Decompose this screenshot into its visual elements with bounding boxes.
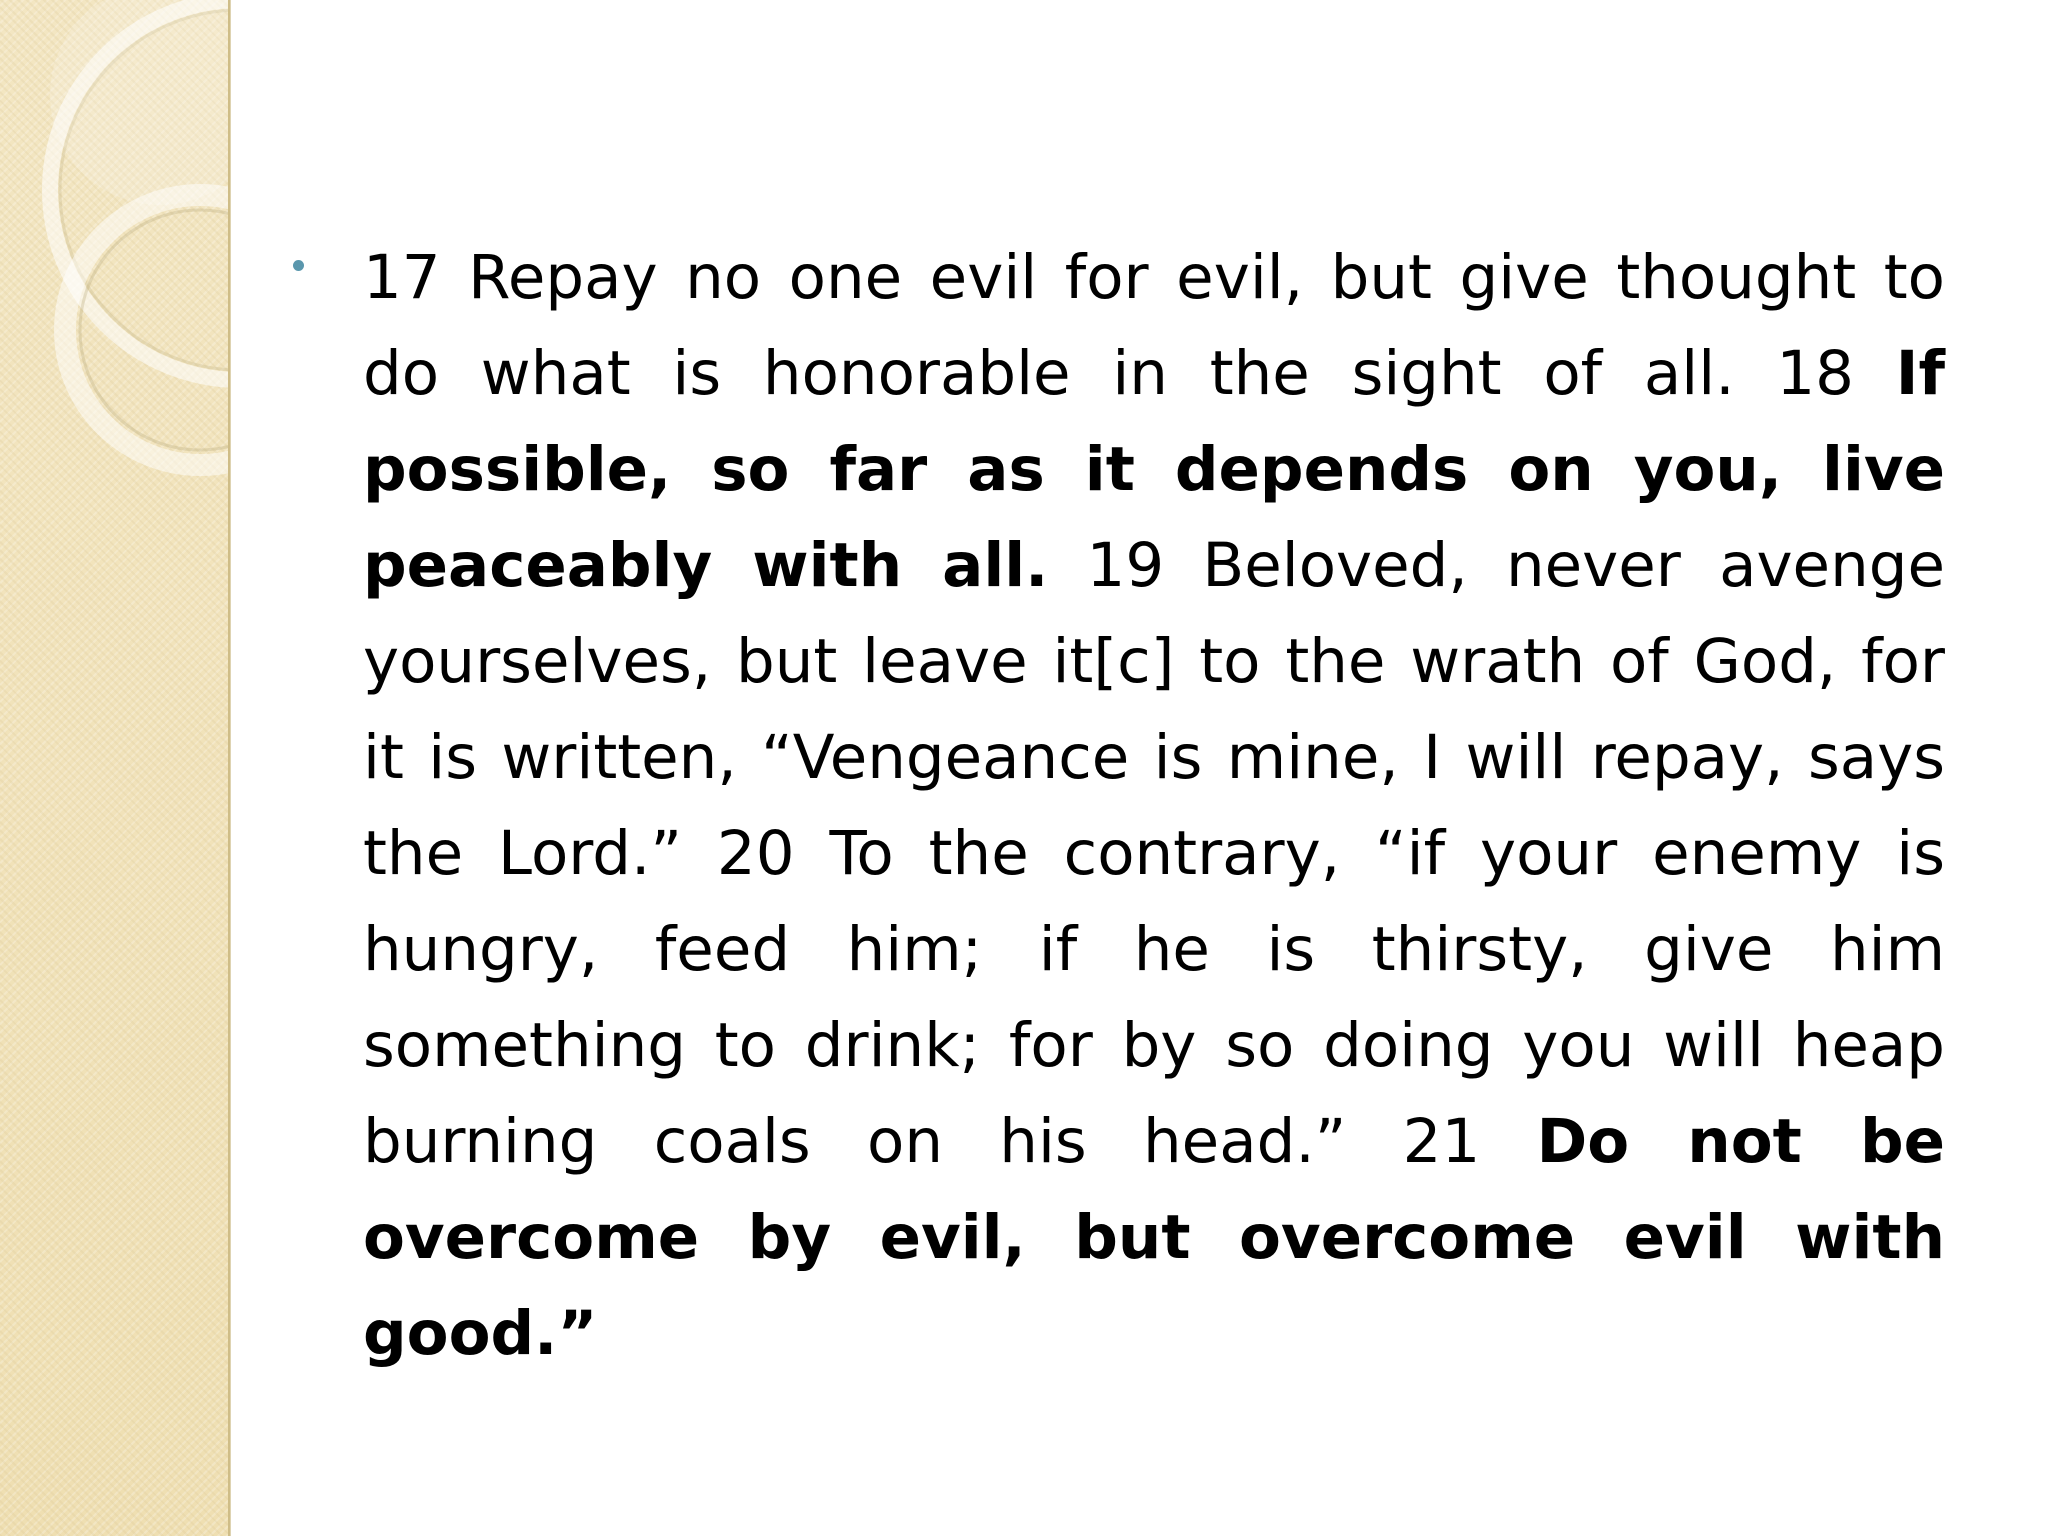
sidebar-edge: [228, 0, 231, 1536]
verse-emphasis-21: Do not be overcome by evil, but overcome evil with good.”: [363, 1106, 1945, 1369]
sidebar-rings-graphic: [0, 0, 228, 1536]
verse-emphasis-18: If possible, so far as it depends on you, live peaceably with all.: [363, 338, 1945, 601]
verse-text-19-21: 19 Beloved, never avenge yourselves, but leave it[c] to the wrath of God, for it is written, “Vengeance is mine, I will repay, says the Lord.” 20 To the contrary, “if your enemy is hungry, feed him; if he is thirsty, give him something to drink; for by so doing you will heap burning coals on his head.” 21: [363, 530, 1945, 1177]
bullet-icon: [293, 260, 304, 271]
slide-content: [293, 230, 1945, 1382]
decorative-sidebar: [0, 0, 230, 1536]
bullet-paragraph: [363, 230, 1945, 1382]
verse-text-17-18: 17 Repay no one evil for evil, but give thought to do what is honorable in the sight of all. 18: [363, 242, 1945, 409]
